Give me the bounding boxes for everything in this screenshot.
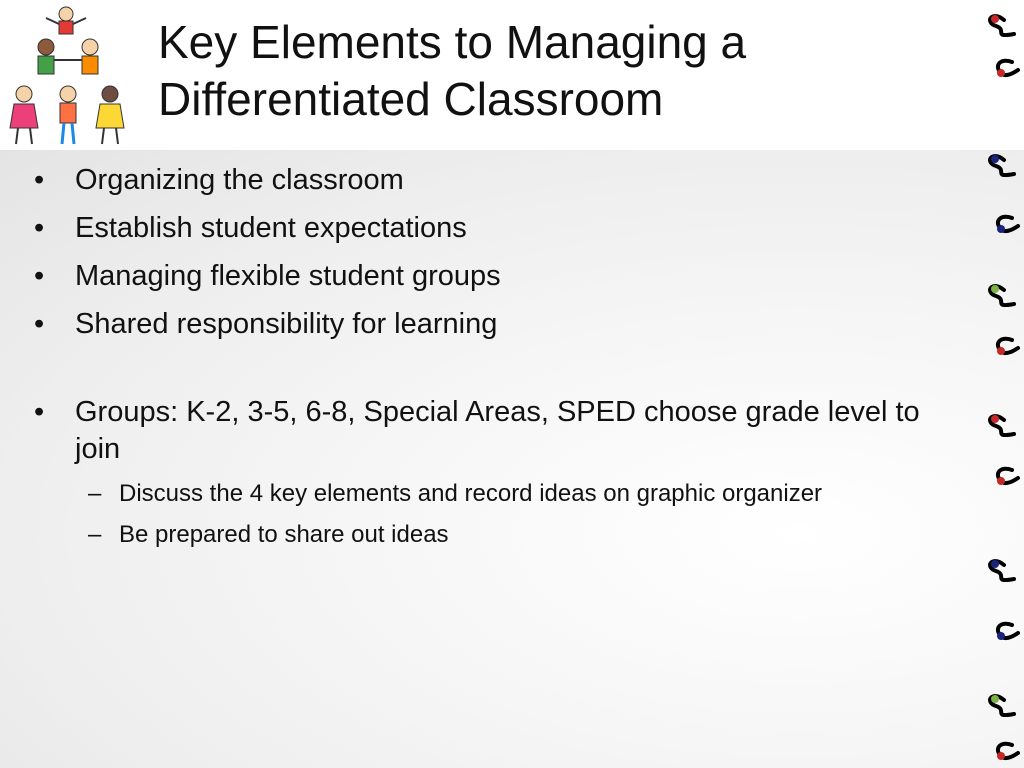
dash-glyph: – [88, 480, 102, 507]
bullet-glyph: • [34, 308, 45, 340]
sub-list-item [30, 479, 970, 509]
children-pyramid-clipart [2, 2, 130, 150]
curly-border [974, 0, 1024, 768]
slide-title-line-2: Differentiated Classroom [158, 73, 664, 125]
bullet-glyph: • [34, 164, 45, 196]
list-item-text: Organizing the classroom [75, 164, 404, 196]
dash-glyph: – [88, 521, 102, 548]
slide-title [158, 14, 978, 128]
list-spacer [30, 354, 970, 394]
slide-title-line-1: Key Elements to Managing a [158, 16, 747, 68]
list-item-text: Groups: K-2, 3-5, 6-8, Special Areas, SPED choose grade level to join [75, 396, 920, 465]
list-item-groups [30, 394, 970, 468]
list-item-text: Managing flexible student groups [75, 260, 501, 292]
bullet-glyph: • [34, 260, 45, 292]
sub-list-item-text: Discuss the 4 key elements and record ideas on graphic organizer [119, 480, 823, 507]
bullet-list [30, 162, 970, 561]
list-item [30, 306, 970, 343]
bullet-glyph: • [34, 212, 45, 244]
sub-list-item [30, 520, 970, 550]
list-item [30, 258, 970, 295]
list-item-text: Shared responsibility for learning [75, 308, 498, 340]
list-item-text: Establish student expectations [75, 212, 467, 244]
sub-list-item-text: Be prepared to share out ideas [119, 521, 449, 548]
list-item [30, 162, 970, 199]
list-item [30, 210, 970, 247]
bullet-glyph: • [34, 396, 45, 428]
